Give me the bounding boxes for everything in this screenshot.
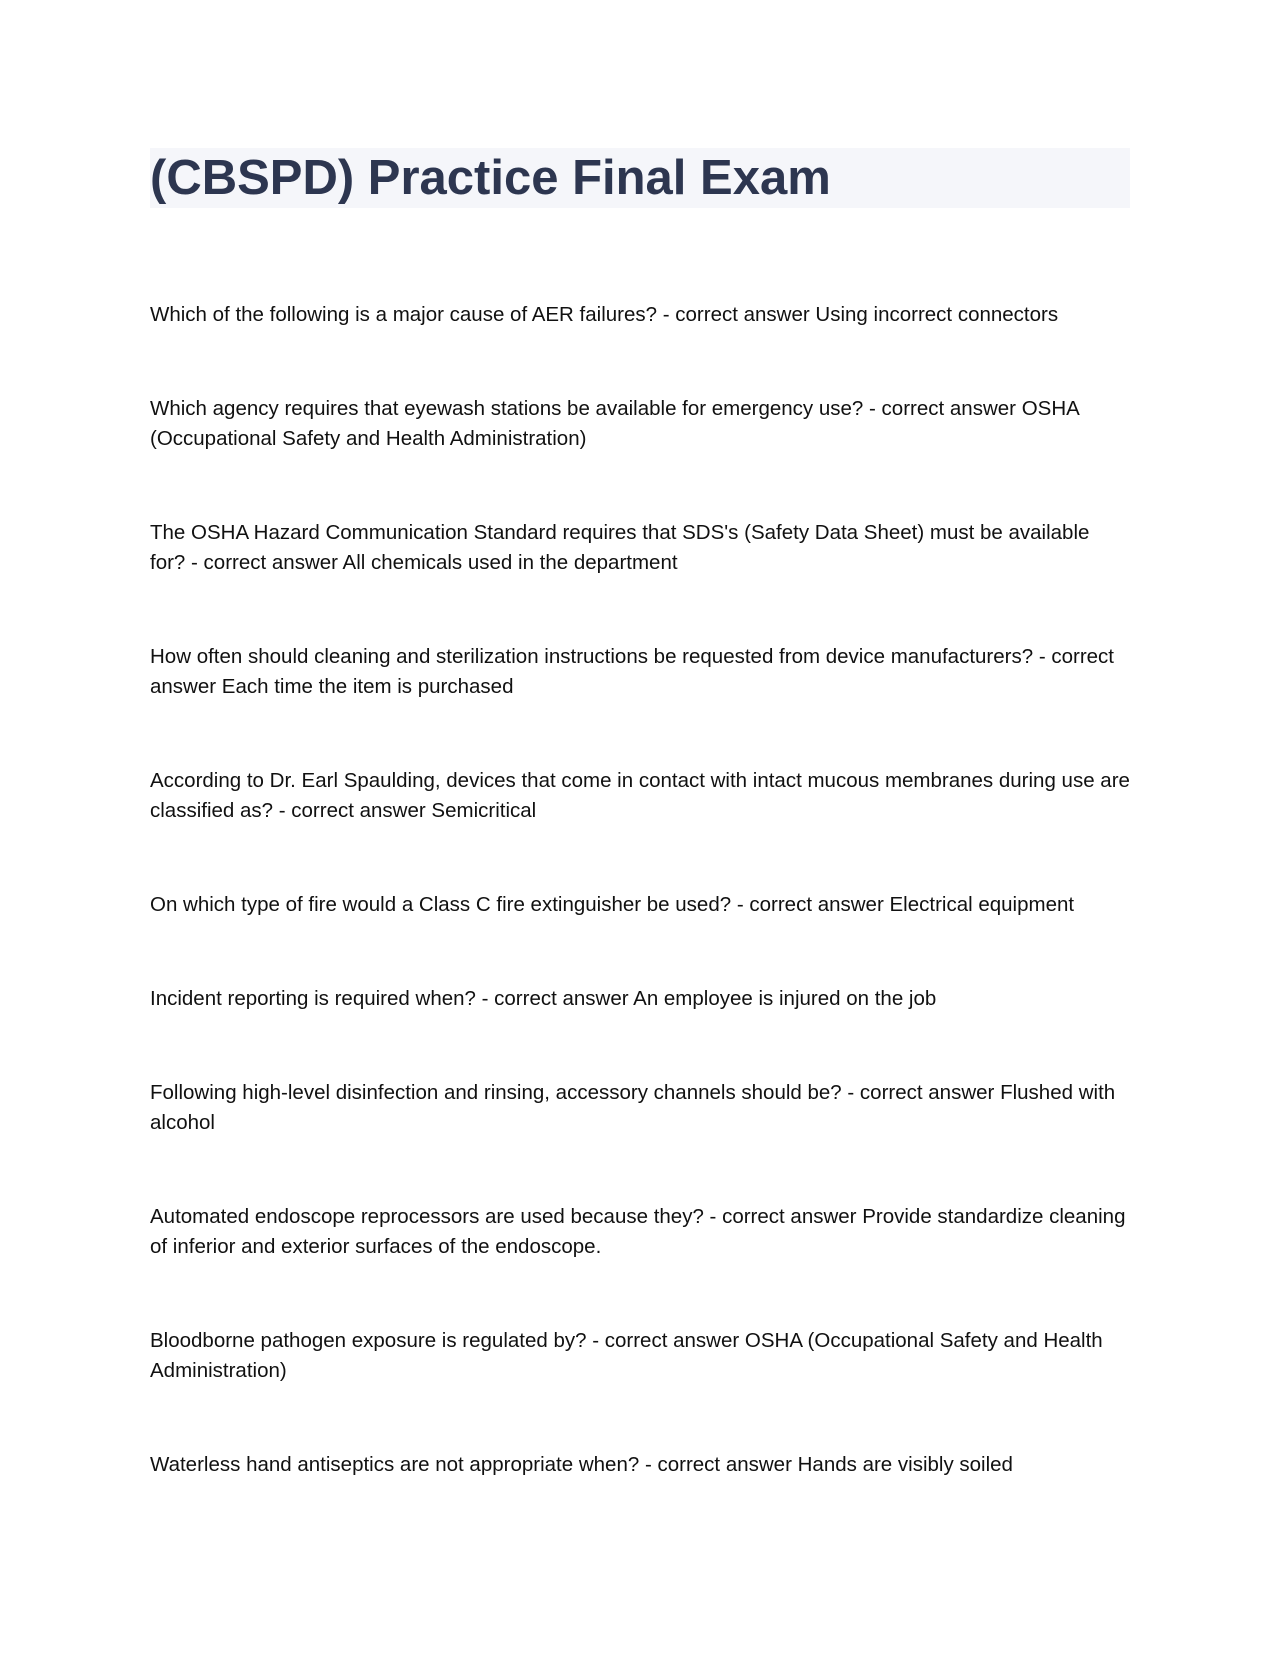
question-text: Incident reporting is required when? xyxy=(150,987,476,1010)
question-text: On which type of fire would a Class C fire extinguisher be used? xyxy=(150,893,732,916)
answer-separator: - correct answer xyxy=(841,1081,1001,1104)
question-text: Following high-level disinfection and rinsing, accessory channels should be? xyxy=(150,1081,842,1104)
answer-separator: - correct answer xyxy=(731,893,890,916)
answer-separator: - correct answer xyxy=(273,799,432,822)
answer-separator: - correct answer xyxy=(863,397,1022,420)
qa-item xyxy=(150,984,1130,1014)
answer-text: Using incorrect connectors xyxy=(815,303,1059,326)
answer-text: Hands are visibly soiled xyxy=(797,1453,1013,1476)
qa-item xyxy=(150,1078,1130,1138)
answer-separator: - correct answer xyxy=(150,645,1114,698)
answer-separator: - correct answer xyxy=(586,1329,745,1352)
answer-text: OSHA (Occupational Safety and Health Administration) xyxy=(150,1329,1103,1382)
answer-separator: - correct answer xyxy=(657,303,816,326)
question-text: How often should cleaning and sterilization instructions be requested from device manufacturers? xyxy=(150,645,1034,668)
qa-item xyxy=(150,1450,1130,1480)
question-text: The OSHA Hazard Communication Standard requires that SDS's (Safety Data Sheet) must be available for? xyxy=(150,521,1090,574)
answer-separator: - correct answer xyxy=(475,987,634,1010)
document-page xyxy=(150,148,1130,1476)
answer-separator: - correct answer xyxy=(639,1453,798,1476)
page-title: (CBSPD) Practice Final Exam xyxy=(150,151,831,205)
title-banner xyxy=(150,148,1130,208)
qa-item xyxy=(150,766,1130,826)
question-text: Bloodborne pathogen exposure is regulated by? xyxy=(150,1329,587,1352)
answer-text: OSHA (Occupational Safety and Health Administration) xyxy=(150,397,1079,450)
answer-text: Each time the item is purchased xyxy=(221,675,514,698)
qa-item xyxy=(150,518,1130,578)
answer-text: An employee is injured on the job xyxy=(633,987,937,1010)
question-list xyxy=(150,300,1130,1544)
qa-item xyxy=(150,300,1130,330)
answer-text: Flushed with alcohol xyxy=(150,1081,1116,1134)
qa-item xyxy=(150,1326,1130,1386)
qa-item xyxy=(150,1202,1130,1262)
answer-separator: - correct answer xyxy=(185,551,343,574)
answer-text: Provide standardize cleaning of inferior and exterior surfaces of the endoscope. xyxy=(150,1205,1126,1258)
answer-text: All chemicals used in the department xyxy=(342,551,678,574)
question-text: Which of the following is a major cause of AER failures? xyxy=(150,303,658,326)
question-text: According to Dr. Earl Spaulding, devices that come in contact with intact mucous membranes during use are classified as? xyxy=(150,769,1130,822)
question-text: Which agency requires that eyewash stations be available for emergency use? xyxy=(150,397,864,420)
qa-item xyxy=(150,642,1130,702)
answer-separator: - correct answer xyxy=(703,1205,863,1228)
qa-item xyxy=(150,890,1130,920)
answer-text: Semicritical xyxy=(431,799,537,822)
question-text: Automated endoscope reprocessors are used because they? xyxy=(150,1205,704,1228)
qa-item xyxy=(150,394,1130,454)
answer-text: Electrical equipment xyxy=(889,893,1075,916)
question-text: Waterless hand antiseptics are not appropriate when? xyxy=(150,1453,640,1476)
